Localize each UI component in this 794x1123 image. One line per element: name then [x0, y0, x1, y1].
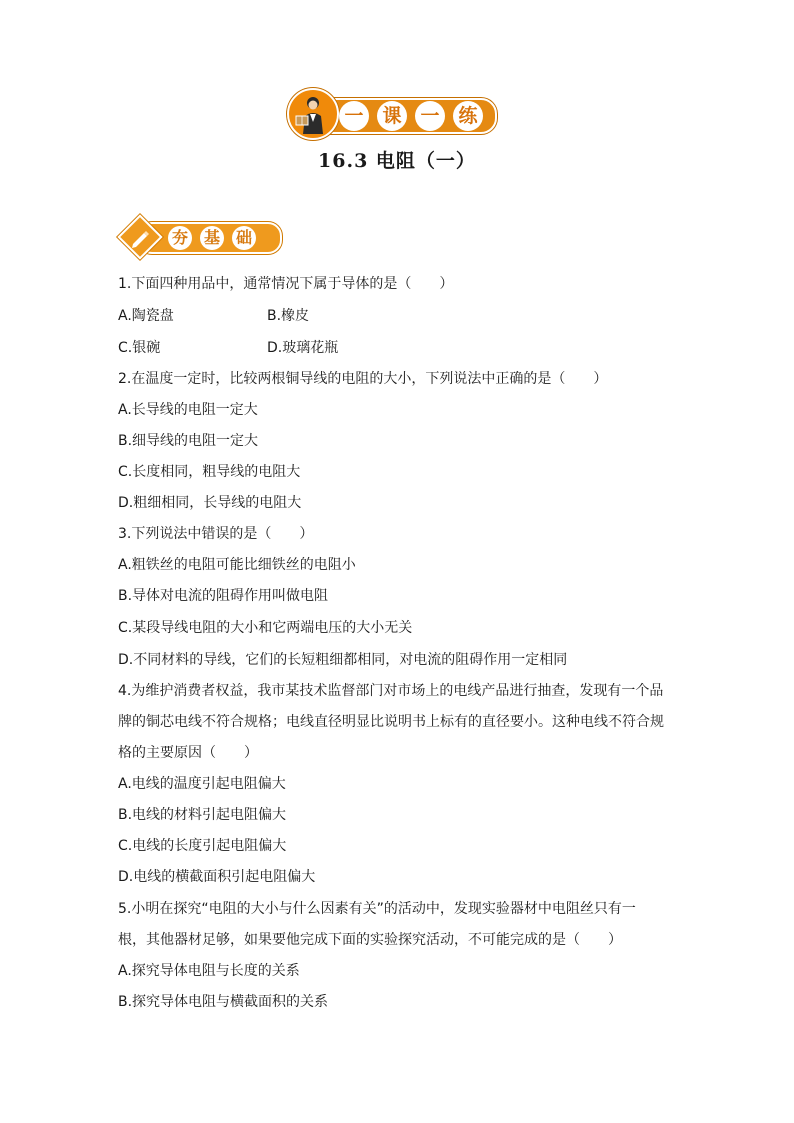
section-char-1: 夯: [168, 226, 192, 250]
teacher-illustration: [287, 88, 339, 140]
question-4-stem-line-3: 格的主要原因（ ）: [118, 745, 258, 761]
question-2-option-d: D.粗细相同，长导线的电阻大: [118, 495, 302, 511]
section-char-3: 础: [232, 226, 256, 250]
question-1-option-b: B.橡皮: [267, 308, 310, 324]
question-5-stem-line-1: 5.小明在探究“电阻的大小与什么因素有关”的活动中，发现实验器材中电阻丝只有一: [118, 901, 636, 917]
pencil-icon: [127, 225, 153, 251]
question-3-option-b: B.导体对电流的阻碍作用叫做电阻: [118, 588, 329, 604]
question-5-option-b: B.探究导体电阻与横截面积的关系: [118, 994, 329, 1010]
question-4-option-d: D.电线的横截面积引起电阻偏大: [118, 869, 316, 885]
section-badge: [118, 217, 283, 257]
question-4-option-c: C.电线的长度引起电阻偏大: [118, 838, 287, 854]
section-char-2: 基: [200, 226, 224, 250]
question-3-stem: 3.下列说法中错误的是（ ）: [118, 526, 314, 542]
banner-char-2: 课: [377, 101, 407, 131]
question-3-option-c: C.某段导线电阻的大小和它两端电压的大小无关: [118, 620, 413, 636]
question-3-option-a: A.粗铁丝的电阻可能比细铁丝的电阻小: [118, 557, 356, 573]
question-2-option-a: A.长导线的电阻一定大: [118, 402, 258, 418]
question-4-stem-line-1: 4.为维护消费者权益，我市某技术监督部门对市场上的电线产品进行抽查，发现有一个品: [118, 683, 664, 699]
question-3-option-d: D.不同材料的导线，它们的长短粗细都相同，对电流的阻碍作用一定相同: [118, 652, 568, 668]
question-5-stem-line-2: 根，其他器材足够，如果要他完成下面的实验探究活动，不可能完成的是（ ）: [118, 932, 622, 948]
question-4-option-a: A.电线的温度引起电阻偏大: [118, 776, 286, 792]
teacher-icon: [289, 90, 337, 138]
question-2-option-c: C.长度相同，粗导线的电阻大: [118, 464, 301, 480]
header-banner: [285, 88, 497, 138]
banner-char-3: 一: [415, 101, 445, 131]
question-2-stem: 2.在温度一定时，比较两根铜导线的电阻的大小，下列说法中正确的是（ ）: [118, 371, 608, 387]
question-1-option-c: C.银碗: [118, 340, 161, 356]
question-1-stem: 1.下面四种用品中，通常情况下属于导体的是（ ）: [118, 276, 454, 292]
question-1-option-a: A.陶瓷盘: [118, 308, 174, 324]
banner-char-1: 一: [339, 101, 369, 131]
question-4-option-b: B.电线的材料引起电阻偏大: [118, 807, 287, 823]
page-title: 16.3 电阻（一）: [318, 150, 476, 172]
question-5-option-a: A.探究导体电阻与长度的关系: [118, 963, 300, 979]
banner-char-4: 练: [453, 101, 483, 131]
question-4-stem-line-2: 牌的铜芯电线不符合规格；电线直径明显比说明书上标有的直径要小。这种电线不符合规: [118, 714, 664, 730]
question-2-option-b: B.细导线的电阻一定大: [118, 433, 259, 449]
question-1-option-d: D.玻璃花瓶: [267, 340, 339, 356]
